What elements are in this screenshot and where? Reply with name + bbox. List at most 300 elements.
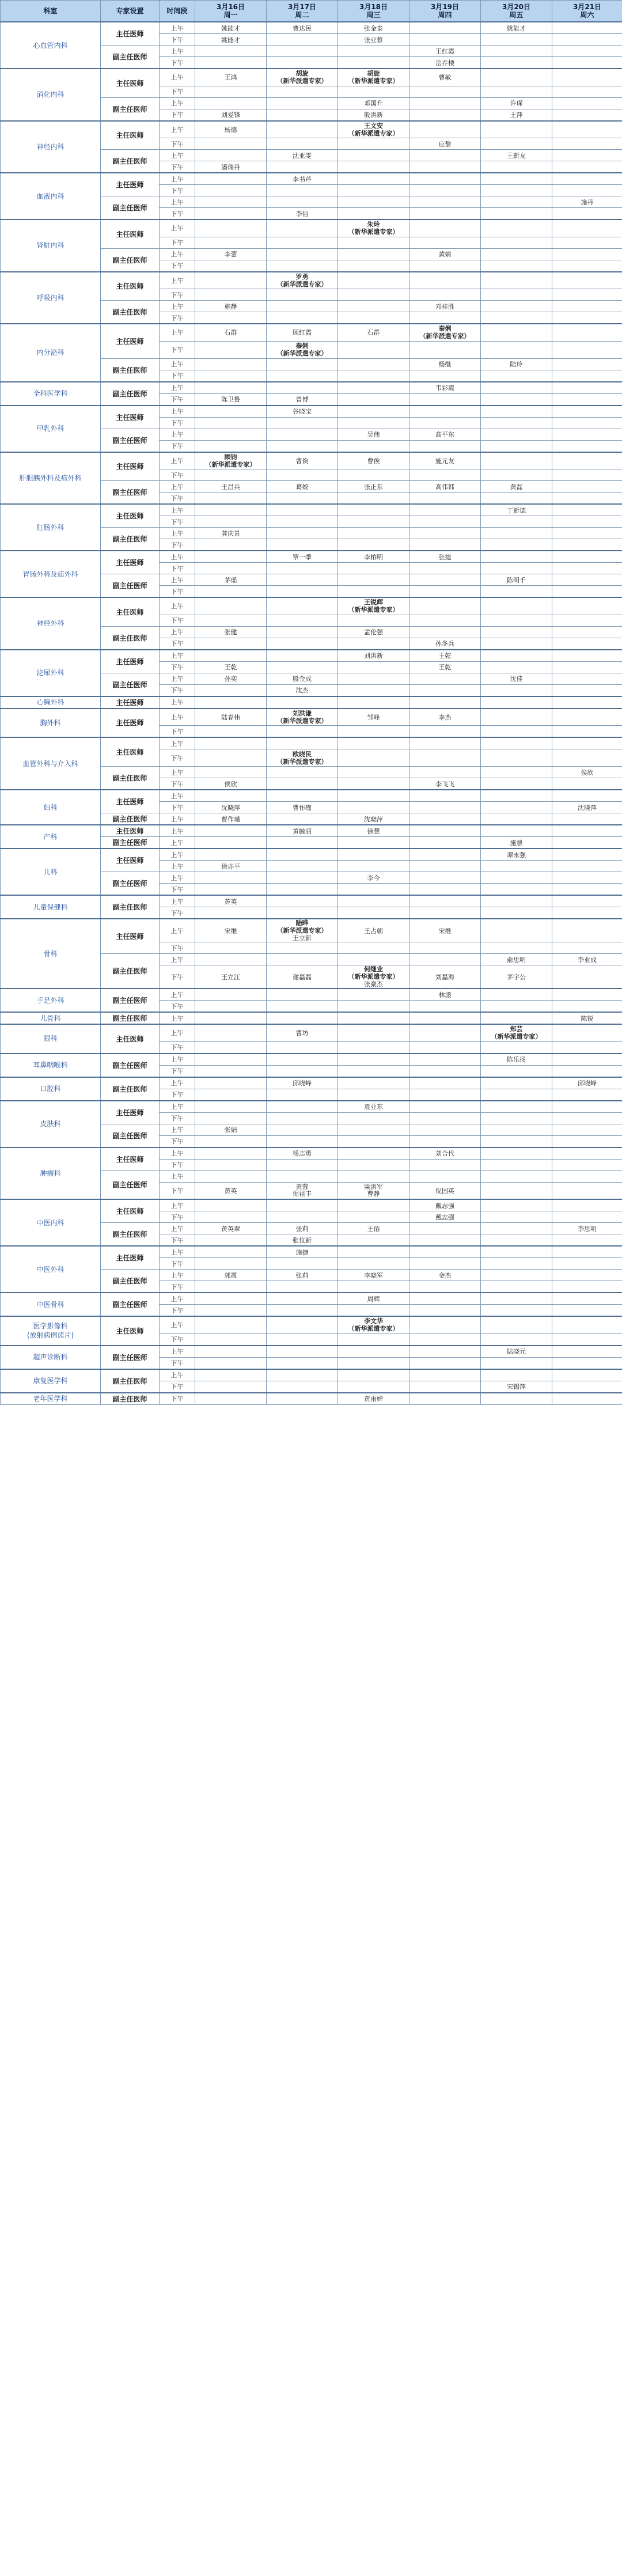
time-period: 上午 bbox=[160, 673, 195, 684]
doctor-cell bbox=[552, 1159, 622, 1170]
header-day-4: 3月19日 周四 bbox=[409, 1, 481, 22]
expert-title: 副主任医师 bbox=[101, 574, 160, 598]
doctor-cell bbox=[481, 942, 552, 954]
doctor-cell bbox=[195, 737, 267, 749]
table-row bbox=[1, 1101, 622, 1113]
doctor-cell bbox=[552, 1112, 622, 1124]
doctor-cell bbox=[409, 802, 481, 813]
doctor-cell bbox=[338, 767, 409, 778]
doctor-cell bbox=[338, 1258, 409, 1270]
doctor-cell bbox=[552, 1135, 622, 1147]
doctor-cell bbox=[552, 626, 622, 638]
doctor-cell: 林漾 bbox=[409, 988, 481, 1001]
doctor-cell bbox=[481, 650, 552, 662]
doctor-cell bbox=[267, 301, 338, 312]
doctor-cell bbox=[267, 417, 338, 429]
department-name: 泌尿外科 bbox=[1, 650, 101, 696]
doctor-cell bbox=[338, 469, 409, 481]
doctor-cell bbox=[195, 516, 267, 528]
doctor-cell bbox=[267, 1211, 338, 1223]
doctor-cell bbox=[409, 393, 481, 406]
doctor-cell bbox=[481, 1124, 552, 1135]
table-row bbox=[1, 1199, 622, 1211]
doctor-cell bbox=[267, 563, 338, 574]
doctor-cell bbox=[481, 324, 552, 341]
doctor-cell bbox=[195, 429, 267, 440]
expert-title: 主任医师 bbox=[101, 324, 160, 358]
doctor-cell: 王昌兵 bbox=[195, 481, 267, 493]
department-name: 神经外科 bbox=[1, 597, 101, 650]
doctor-cell bbox=[338, 1077, 409, 1089]
doctor-cell bbox=[481, 1393, 552, 1405]
doctor-cell bbox=[409, 1054, 481, 1066]
doctor-cell bbox=[481, 919, 552, 942]
doctor-cell bbox=[195, 417, 267, 429]
doctor-cell bbox=[481, 696, 552, 709]
doctor-cell bbox=[338, 1357, 409, 1369]
doctor-cell bbox=[338, 1281, 409, 1293]
doctor-cell bbox=[267, 767, 338, 778]
doctor-cell bbox=[552, 208, 622, 220]
time-period: 上午 bbox=[160, 358, 195, 370]
time-period: 下午 bbox=[160, 289, 195, 301]
doctor-cell bbox=[481, 1041, 552, 1054]
doctor-cell: 刘爱锋 bbox=[195, 109, 267, 121]
department-name: 神经内科 bbox=[1, 121, 101, 173]
time-period: 下午 bbox=[160, 1159, 195, 1170]
doctor-cell: 侯欣 bbox=[195, 778, 267, 790]
doctor-cell bbox=[267, 942, 338, 954]
doctor-cell bbox=[552, 942, 622, 954]
doctor-cell bbox=[409, 1357, 481, 1369]
department-name: 老年医学科 bbox=[1, 1393, 101, 1405]
time-period: 上午 bbox=[160, 1077, 195, 1089]
doctor-cell: 张娟 bbox=[195, 1124, 267, 1135]
doctor-cell bbox=[409, 1159, 481, 1170]
expert-title: 主任医师 bbox=[101, 504, 160, 528]
doctor-cell: 沈佳 bbox=[481, 673, 552, 684]
department-name: 肛肠外科 bbox=[1, 504, 101, 551]
doctor-cell bbox=[338, 1124, 409, 1135]
time-period: 上午 bbox=[160, 1223, 195, 1234]
department-name: 骨科 bbox=[1, 919, 101, 988]
doctor-cell bbox=[267, 260, 338, 272]
doctor-cell: 王乾 bbox=[409, 661, 481, 673]
expert-title: 副主任医师 bbox=[101, 1293, 160, 1316]
doctor-name: （新华派遣专家） bbox=[348, 77, 399, 85]
doctor-cell bbox=[481, 121, 552, 138]
header-day-2: 3月17日 周二 bbox=[267, 1, 338, 22]
doctor-cell bbox=[409, 504, 481, 516]
doctor-cell bbox=[481, 34, 552, 46]
doctor-cell bbox=[481, 895, 552, 907]
time-period: 上午 bbox=[160, 895, 195, 907]
doctor-name: 罗勇 bbox=[295, 272, 309, 281]
doctor-cell bbox=[552, 813, 622, 825]
doctor-cell bbox=[552, 219, 622, 237]
doctor-cell bbox=[552, 551, 622, 563]
doctor-cell bbox=[195, 684, 267, 696]
doctor-cell: 宋维 bbox=[195, 919, 267, 942]
doctor-cell bbox=[481, 69, 552, 86]
doctor-cell bbox=[409, 684, 481, 696]
doctor-cell: 俞思明 bbox=[481, 954, 552, 965]
table-row bbox=[1, 650, 622, 662]
table-row bbox=[1, 1346, 622, 1358]
doctor-cell bbox=[267, 1012, 338, 1024]
doctor-cell bbox=[409, 272, 481, 289]
doctor-cell bbox=[195, 1089, 267, 1101]
doctor-cell bbox=[409, 493, 481, 505]
doctor-cell bbox=[338, 988, 409, 1001]
doctor-cell bbox=[552, 1281, 622, 1293]
doctor-cell bbox=[552, 406, 622, 418]
doctor-cell bbox=[338, 907, 409, 919]
doctor-cell bbox=[409, 861, 481, 872]
doctor-cell bbox=[552, 848, 622, 861]
doctor-cell bbox=[552, 1211, 622, 1223]
doctor-cell bbox=[552, 393, 622, 406]
doctor-cell: 李飞飞 bbox=[409, 778, 481, 790]
doctor-cell: 覃一季 bbox=[267, 551, 338, 563]
department-name: 皮肤科 bbox=[1, 1101, 101, 1147]
doctor-cell bbox=[195, 1381, 267, 1393]
doctor-cell: 倪国英 bbox=[409, 1182, 481, 1199]
doctor-cell bbox=[338, 161, 409, 173]
doctor-cell bbox=[267, 861, 338, 872]
doctor-cell bbox=[481, 825, 552, 837]
time-period: 上午 bbox=[160, 650, 195, 662]
doctor-cell bbox=[338, 790, 409, 802]
schedule-body bbox=[1, 22, 622, 1404]
doctor-cell: 潘瑞丹 bbox=[195, 161, 267, 173]
doctor-cell bbox=[338, 208, 409, 220]
time-period: 上午 bbox=[160, 504, 195, 516]
department-name: 儿童保健科 bbox=[1, 895, 101, 919]
doctor-cell bbox=[552, 825, 622, 837]
time-period: 上午 bbox=[160, 272, 195, 289]
time-period: 上午 bbox=[160, 551, 195, 563]
doctor-cell bbox=[481, 86, 552, 97]
doctor-cell bbox=[267, 1346, 338, 1358]
doctor-cell bbox=[195, 696, 267, 709]
doctor-cell: 殷金成 bbox=[267, 673, 338, 684]
department-name: 内分泌科 bbox=[1, 324, 101, 382]
time-period: 下午 bbox=[160, 638, 195, 650]
doctor-cell bbox=[552, 988, 622, 1001]
doctor-cell bbox=[552, 615, 622, 626]
time-period: 上午 bbox=[160, 196, 195, 208]
doctor-cell: 李杰 bbox=[409, 709, 481, 726]
doctor-cell bbox=[195, 138, 267, 150]
doctor-cell bbox=[338, 312, 409, 324]
time-period: 下午 bbox=[160, 57, 195, 69]
doctor-cell bbox=[338, 504, 409, 516]
doctor-cell bbox=[409, 1293, 481, 1305]
doctor-cell bbox=[552, 1170, 622, 1182]
doctor-cell bbox=[267, 574, 338, 586]
doctor-cell bbox=[481, 1316, 552, 1334]
doctor-cell bbox=[481, 406, 552, 418]
time-period: 下午 bbox=[160, 417, 195, 429]
doctor-cell bbox=[267, 86, 338, 97]
expert-title: 主任医师 bbox=[101, 825, 160, 837]
doctor-name: 秦俐 bbox=[438, 325, 452, 333]
doctor-cell: 孟伦强 bbox=[338, 626, 409, 638]
doctor-cell bbox=[338, 574, 409, 586]
doctor-cell bbox=[552, 965, 622, 989]
table-row bbox=[1, 919, 622, 942]
header-day-3: 3月18日 周三 bbox=[338, 1, 409, 22]
doctor-cell bbox=[552, 597, 622, 615]
doctor-cell bbox=[552, 884, 622, 896]
doctor-cell bbox=[195, 597, 267, 615]
doctor-cell bbox=[338, 1147, 409, 1160]
time-period: 下午 bbox=[160, 260, 195, 272]
department-name: 血管外科与介入科 bbox=[1, 737, 101, 790]
doctor-cell bbox=[552, 539, 622, 551]
doctor-cell: 杨志勇 bbox=[267, 1147, 338, 1160]
doctor-cell bbox=[481, 813, 552, 825]
doctor-cell bbox=[481, 1159, 552, 1170]
department-name: 产科 bbox=[1, 825, 101, 848]
doctor-cell: 宋锡萍 bbox=[481, 1381, 552, 1393]
doctor-name: 黄蓉 bbox=[295, 1183, 309, 1191]
doctor-cell bbox=[267, 954, 338, 965]
doctor-cell bbox=[552, 1393, 622, 1405]
doctor-cell bbox=[481, 615, 552, 626]
doctor-cell: 袁亚东 bbox=[338, 1101, 409, 1113]
doctor-cell bbox=[338, 406, 409, 418]
doctor-name: 曹静 bbox=[367, 1189, 380, 1198]
department-name: 妇科 bbox=[1, 790, 101, 825]
doctor-cell bbox=[409, 749, 481, 767]
doctor-cell: 张健 bbox=[195, 626, 267, 638]
doctor-cell bbox=[552, 272, 622, 289]
doctor-cell bbox=[481, 790, 552, 802]
doctor-cell: 李蕾 bbox=[195, 248, 267, 260]
doctor-cell bbox=[552, 516, 622, 528]
doctor-cell: 曹坊 bbox=[267, 1024, 338, 1041]
doctor-cell bbox=[338, 493, 409, 505]
doctor-cell: 王红霞 bbox=[409, 46, 481, 57]
time-period: 上午 bbox=[160, 173, 195, 185]
doctor-cell bbox=[409, 539, 481, 551]
doctor-cell bbox=[267, 57, 338, 69]
doctor-cell bbox=[552, 324, 622, 341]
department-name: 消化内科 bbox=[1, 69, 101, 121]
doctor-cell bbox=[195, 586, 267, 598]
doctor-cell bbox=[481, 861, 552, 872]
doctor-cell bbox=[481, 393, 552, 406]
time-period: 上午 bbox=[160, 382, 195, 394]
doctor-cell bbox=[338, 196, 409, 208]
time-period: 上午 bbox=[160, 825, 195, 837]
doctor-cell bbox=[338, 1316, 409, 1334]
doctor-cell bbox=[409, 1089, 481, 1101]
doctor-cell bbox=[195, 504, 267, 516]
doctor-cell bbox=[338, 219, 409, 237]
doctor-cell bbox=[338, 802, 409, 813]
doctor-cell: 陆玲 bbox=[481, 358, 552, 370]
doctor-cell bbox=[481, 778, 552, 790]
doctor-cell: 黄英 bbox=[195, 1182, 267, 1199]
doctor-cell bbox=[481, 1246, 552, 1258]
doctor-cell: 陆晓元 bbox=[481, 1346, 552, 1358]
doctor-cell bbox=[267, 196, 338, 208]
doctor-cell bbox=[481, 46, 552, 57]
table-row bbox=[1, 551, 622, 563]
doctor-cell bbox=[338, 1346, 409, 1358]
time-period: 上午 bbox=[160, 1316, 195, 1334]
doctor-cell bbox=[338, 563, 409, 574]
doctor-cell bbox=[481, 452, 552, 469]
doctor-cell bbox=[267, 696, 338, 709]
header-day-5: 3月20日 周五 bbox=[481, 1, 552, 22]
expert-title: 副主任医师 bbox=[101, 1223, 160, 1247]
doctor-cell bbox=[481, 341, 552, 358]
doctor-cell bbox=[267, 597, 338, 615]
doctor-cell bbox=[552, 1182, 622, 1199]
doctor-name: 李文华 bbox=[364, 1317, 383, 1325]
department-name: 口腔科 bbox=[1, 1077, 101, 1101]
doctor-cell bbox=[481, 726, 552, 738]
table-row bbox=[1, 1393, 622, 1405]
doctor-cell: 曹俟 bbox=[338, 452, 409, 469]
doctor-cell bbox=[552, 301, 622, 312]
doctor-cell: 李晓军 bbox=[338, 1270, 409, 1281]
doctor-cell bbox=[195, 1334, 267, 1346]
time-period: 下午 bbox=[160, 1357, 195, 1369]
doctor-cell bbox=[338, 1182, 409, 1199]
doctor-cell bbox=[409, 1112, 481, 1124]
time-period: 下午 bbox=[160, 34, 195, 46]
doctor-cell bbox=[409, 790, 481, 802]
doctor-cell bbox=[552, 97, 622, 109]
doctor-cell bbox=[195, 726, 267, 738]
expert-title: 副主任医师 bbox=[101, 481, 160, 505]
doctor-cell bbox=[267, 341, 338, 358]
doctor-cell bbox=[552, 1293, 622, 1305]
doctor-cell bbox=[552, 837, 622, 849]
doctor-cell bbox=[409, 586, 481, 598]
doctor-cell bbox=[195, 1101, 267, 1113]
time-period: 上午 bbox=[160, 248, 195, 260]
doctor-cell bbox=[409, 696, 481, 709]
expert-title: 副主任医师 bbox=[101, 895, 160, 919]
doctor-cell: 沈晓萍 bbox=[195, 802, 267, 813]
doctor-cell bbox=[195, 563, 267, 574]
time-period: 上午 bbox=[160, 150, 195, 161]
doctor-cell bbox=[552, 907, 622, 919]
doctor-cell bbox=[481, 196, 552, 208]
doctor-cell bbox=[409, 942, 481, 954]
doctor-cell: 杨继 bbox=[409, 358, 481, 370]
doctor-cell bbox=[338, 57, 409, 69]
doctor-cell bbox=[338, 954, 409, 965]
expert-title: 主任医师 bbox=[101, 790, 160, 813]
doctor-cell: 黄婧 bbox=[409, 248, 481, 260]
table-row bbox=[1, 1077, 622, 1089]
doctor-cell bbox=[195, 1159, 267, 1170]
doctor-cell bbox=[409, 884, 481, 896]
doctor-cell bbox=[552, 358, 622, 370]
time-period: 上午 bbox=[160, 406, 195, 418]
doctor-cell bbox=[409, 907, 481, 919]
table-row bbox=[1, 1024, 622, 1041]
time-period: 上午 bbox=[160, 69, 195, 86]
doctor-cell: 黄英 bbox=[195, 895, 267, 907]
doctor-cell: 姚能才 bbox=[481, 22, 552, 34]
doctor-cell bbox=[409, 673, 481, 684]
doctor-cell bbox=[338, 341, 409, 358]
doctor-cell bbox=[481, 767, 552, 778]
doctor-cell bbox=[338, 1012, 409, 1024]
doctor-cell bbox=[552, 919, 622, 942]
doctor-cell bbox=[195, 1211, 267, 1223]
time-period: 下午 bbox=[160, 749, 195, 767]
doctor-cell bbox=[409, 289, 481, 301]
time-period: 上午 bbox=[160, 1246, 195, 1258]
doctor-cell: 曹达民 bbox=[267, 22, 338, 34]
doctor-cell bbox=[552, 673, 622, 684]
time-period: 下午 bbox=[160, 1112, 195, 1124]
doctor-cell bbox=[338, 185, 409, 196]
doctor-cell bbox=[409, 150, 481, 161]
doctor-cell bbox=[409, 173, 481, 185]
doctor-cell bbox=[338, 86, 409, 97]
doctor-cell bbox=[552, 1334, 622, 1346]
doctor-cell bbox=[195, 767, 267, 778]
doctor-cell: 龚庆景 bbox=[195, 528, 267, 539]
doctor-cell bbox=[552, 1001, 622, 1013]
doctor-cell bbox=[552, 1357, 622, 1369]
time-period: 上午 bbox=[160, 121, 195, 138]
doctor-cell bbox=[267, 919, 338, 942]
doctor-cell bbox=[552, 861, 622, 872]
department-name: 甲乳外科 bbox=[1, 406, 101, 452]
doctor-cell bbox=[552, 1054, 622, 1066]
time-period: 下午 bbox=[160, 684, 195, 696]
doctor-cell bbox=[481, 1089, 552, 1101]
doctor-cell bbox=[552, 1381, 622, 1393]
doctor-cell bbox=[481, 289, 552, 301]
doctor-cell bbox=[338, 138, 409, 150]
doctor-cell bbox=[267, 97, 338, 109]
doctor-cell bbox=[409, 1393, 481, 1405]
doctor-cell bbox=[409, 872, 481, 884]
table-row bbox=[1, 988, 622, 1001]
doctor-cell bbox=[552, 493, 622, 505]
doctor-cell bbox=[195, 1199, 267, 1211]
doctor-cell: 张亚蓉 bbox=[338, 34, 409, 46]
time-period: 上午 bbox=[160, 767, 195, 778]
doctor-cell bbox=[481, 417, 552, 429]
doctor-cell bbox=[267, 219, 338, 237]
doctor-cell: 吴伟 bbox=[338, 429, 409, 440]
doctor-cell: 郭震 bbox=[195, 1270, 267, 1281]
header-period: 时间段 bbox=[160, 1, 195, 22]
doctor-cell bbox=[481, 1369, 552, 1381]
doctor-cell: 曹作瑾 bbox=[267, 802, 338, 813]
doctor-cell bbox=[338, 440, 409, 452]
doctor-cell bbox=[195, 825, 267, 837]
doctor-cell bbox=[409, 440, 481, 452]
doctor-cell bbox=[195, 1393, 267, 1405]
doctor-cell bbox=[267, 1101, 338, 1113]
time-period: 上午 bbox=[160, 1147, 195, 1160]
doctor-cell: 沈晓萍 bbox=[552, 802, 622, 813]
